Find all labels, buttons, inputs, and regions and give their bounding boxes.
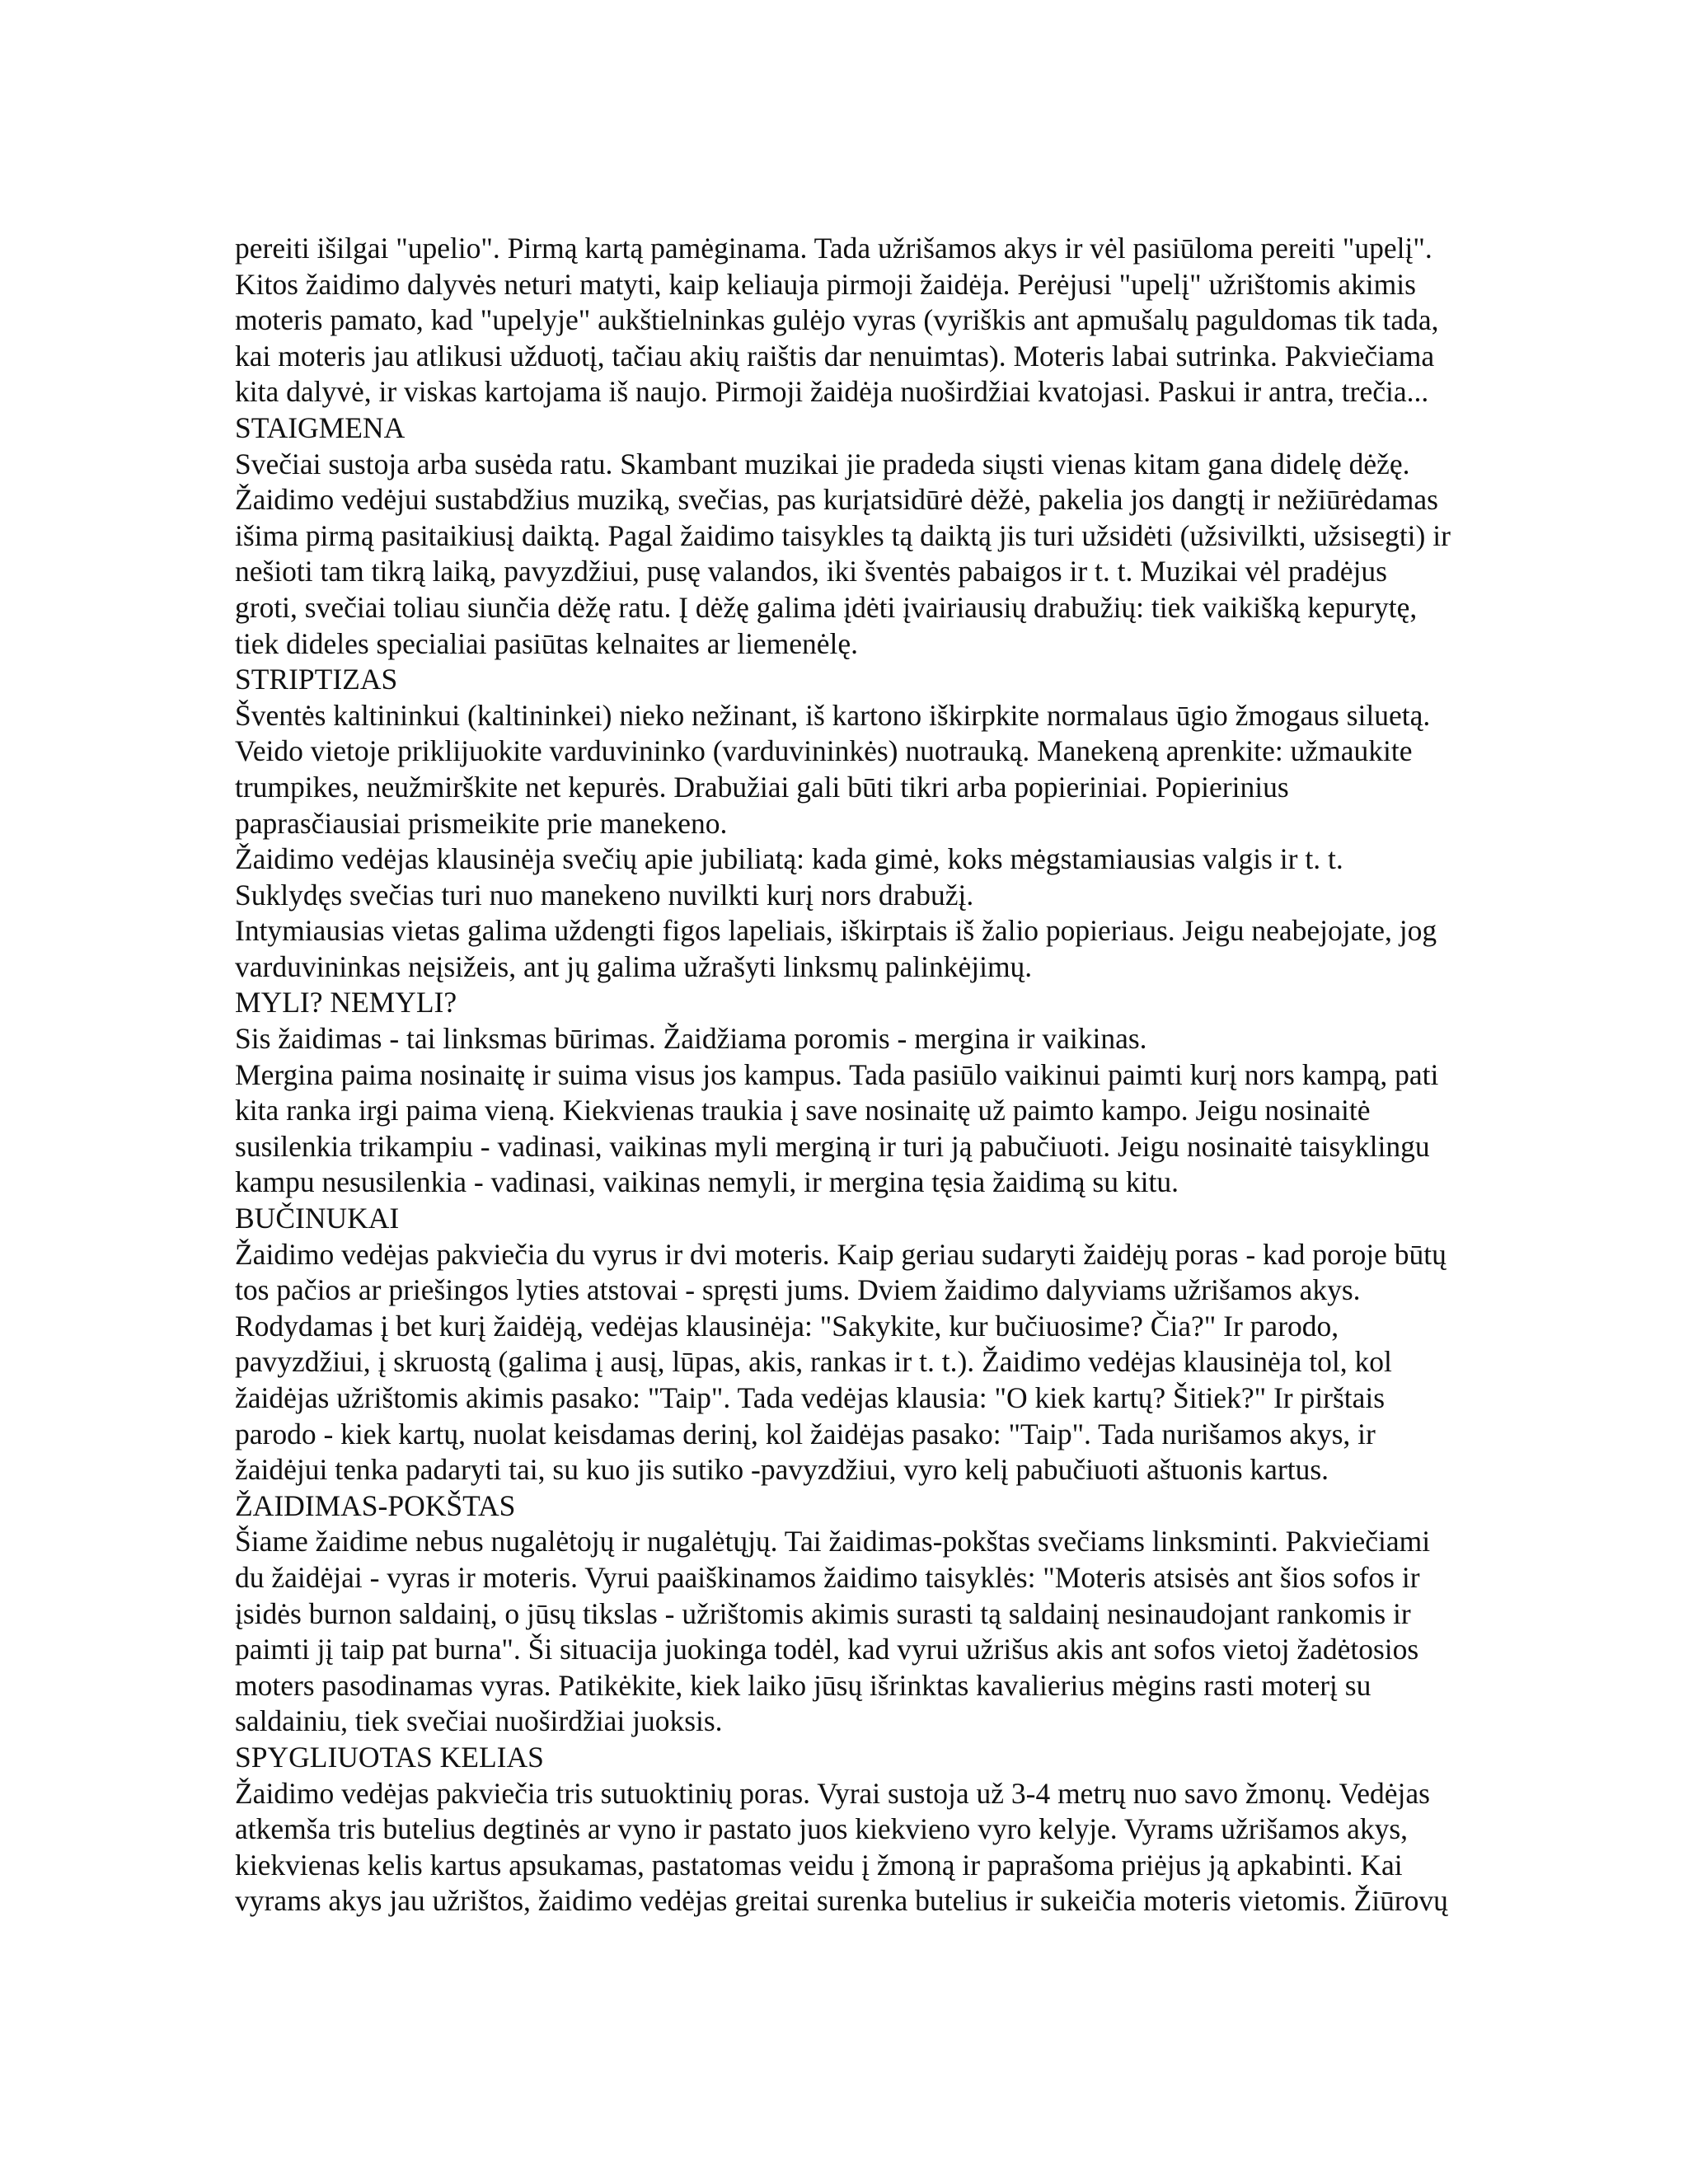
- text-line: žaidėjui tenka padaryti tai, su kuo jis sutiko -pavyzdžiui, vyro kelį pabučiuoti aštuonis kartus.: [235, 1453, 1329, 1487]
- text-line: Žaidimo vedėjas pakviečia tris sutuoktinių poras. Vyrai sustoja už 3-4 metrų nuo savo žmonų. Vedėjas: [235, 1776, 1430, 1810]
- text-line: vyrams akys jau užrištos, žaidimo vedėjas greitai surenka butelius ir sukeičia moteris vietomis. Žiūrovų: [235, 1884, 1448, 1918]
- text-line: nešioti tam tikrą laiką, pavyzdžiui, pusę valandos, iki šventės pabaigos ir t. t. Muzikai vėl pradėjus: [235, 555, 1387, 588]
- text-line: Šventės kaltininkui (kaltininkei) nieko nežinant, iš kartono iškirpkite normalaus ūgio žmogaus siluetą.: [235, 698, 1431, 732]
- section-heading: BUČINUKAI: [235, 1202, 400, 1235]
- text-line: pereiti išilgai "upelio". Pirmą kartą pamėginama. Tada užrišamos akys ir vėl pasiūloma pereiti "upelį".: [235, 232, 1432, 265]
- text-line: Kitos žaidimo dalyvės neturi matyti, kaip keliauja pirmoji žaidėja. Perėjusi "upelį" užrištomis akimis: [235, 267, 1416, 301]
- text-line: tiek dideles specialiai pasiūtas kelnaites ar liemenėlę.: [235, 626, 859, 660]
- text-line: varduvininkas neįsižeis, ant jų galima užrašyti linksmų palinkėjimų.: [235, 949, 1033, 983]
- text-line: paimti jį taip pat burna". Ši situacija juokinga todėl, kad vyrui užrišus akis ant sofos vietoj žadėtosios: [235, 1633, 1419, 1666]
- section-heading: SPYGLIUOTAS KELIAS: [235, 1740, 544, 1774]
- text-line: išima pirmą pasitaikiusį daiktą. Pagal žaidimo taisykles tą daiktą jis turi užsidėti (užsivilkti, užsisegti) ir: [235, 518, 1451, 552]
- text-line: Sis žaidimas - tai linksmas būrimas. Žaidžiama poromis - mergina ir vaikinas.: [235, 1022, 1147, 1056]
- section-heading: MYLI? NEMYLI?: [235, 986, 457, 1019]
- text-line: trumpikes, neužmirškite net kepurės. Drabužiai gali būti tikri arba popieriniai. Popierinius: [235, 770, 1289, 804]
- text-line: susilenkia trikampiu - vadinasi, vaikinas myli merginą ir turi ją pabučiuoti. Jeigu nosinaitė taisyklingu: [235, 1129, 1430, 1163]
- text-line: kai moteris jau atlikusi užduotį, tačiau akių raištis dar nenuimtas). Moteris labai sutrinka. Pakviečiama: [235, 339, 1435, 373]
- text-line: kita ranka irgi paima vieną. Kiekvienas traukia į save nosinaitę už paimto kampo. Jeigu nosinaitė: [235, 1094, 1371, 1127]
- text-line: kita dalyvė, ir viskas kartojama iš naujo. Pirmoji žaidėja nuoširdžiai kvatojasi. Paskui ir antra, trečia...: [235, 375, 1429, 409]
- text-line: groti, svečiai toliau siunčia dėžę ratu. Į dėžę galima įdėti įvairiausių drabužių: tiek vaikišką kepurytę,: [235, 590, 1418, 624]
- document-page: [235, 231, 1636, 1919]
- text-line: Mergina paima nosinaitę ir suima visus jos kampus. Tada pasiūlo vaikinui paimti kurį nors kampą, pati: [235, 1057, 1439, 1091]
- text-line: Intymiausias vietas galima uždengti figos lapeliais, iškirptais iš žalio popieriaus. Jeigu neabejojate, jog: [235, 914, 1437, 948]
- text-line: saldainiu, tiek svečiai nuoširdžiai juoksis.: [235, 1704, 723, 1738]
- text-line: du žaidėjai - vyras ir moteris. Vyrui paaiškinamos žaidimo taisyklės: "Moteris atsisės ant šios sofos ir: [235, 1560, 1420, 1594]
- text-line: Šiame žaidime nebus nugalėtojų ir nugalėtųjų. Tai žaidimas-pokštas svečiams linksminti. Pakviečiami: [235, 1525, 1431, 1558]
- text-line: pavyzdžiui, į skruostą (galima į ausį, lūpas, akis, rankas ir t. t.). Žaidimo vedėjas klausinėja tol, kol: [235, 1345, 1392, 1379]
- text-line: Veido vietoje priklijuokite varduvininko (varduvininkės) nuotrauką. Manekeną aprenkite: užmaukite: [235, 734, 1413, 768]
- text-line: kiekvienas kelis kartus apsukamas, pastatomas veidu į žmoną ir paprašoma priėjus ją apkabinti. Kai: [235, 1848, 1403, 1882]
- text-line: Žaidimo vedėjas klausinėja svečių apie jubiliatą: kada gimė, koks mėgstamiausias valgis ir t. t.: [235, 842, 1343, 876]
- text-line: moters pasodinamas vyras. Patikėkite, kiek laiko jūsų išrinktas kavalierius mėgins rasti moterį su: [235, 1668, 1372, 1702]
- text-line: Svečiai sustoja arba susėda ratu. Skambant muzikai jie pradeda siųsti vienas kitam gana didelę dėžę.: [235, 447, 1410, 480]
- text-line: Suklydęs svečias turi nuo manekeno nuvilkti kurį nors drabužį.: [235, 878, 974, 912]
- section-heading: STAIGMENA: [235, 410, 406, 444]
- text-line: Rodydamas į bet kurį žaidėją, vedėjas klausinėja: "Sakykite, kur bučiuosime? Čia?" Ir parodo,: [235, 1309, 1339, 1343]
- text-line: Žaidimo vedėjas pakviečia du vyrus ir dvi moteris. Kaip geriau sudaryti žaidėjų poras - kad poroje būtų: [235, 1237, 1447, 1271]
- text-line: paprasčiausiai prismeikite prie manekeno.: [235, 806, 728, 840]
- section-heading: ŽAIDIMAS-POKŠTAS: [235, 1488, 516, 1522]
- text-line: Žaidimo vedėjui sustabdžius muziką, svečias, pas kurįatsidūrė dėžė, pakelia jos dangtį ir nežiūrėdamas: [235, 483, 1438, 517]
- text-line: kampu nesusilenkia - vadinasi, vaikinas nemyli, ir mergina tęsia žaidimą su kitu.: [235, 1165, 1179, 1199]
- text-line: moteris pamato, kad "upelyje" aukštielninkas gulėjo vyras (vyriškis ant apmušalų paguldomas tik tada,: [235, 303, 1439, 337]
- text-line: žaidėjas užrištomis akimis pasako: "Taip". Tada vedėjas klausia: "O kiek kartų? Šitiek?" Ir pirštais: [235, 1381, 1386, 1414]
- text-line: įsidės burnon saldainį, o jūsų tikslas - užrištomis akimis surasti tą saldainį nesinaudojant rankomis ir: [235, 1596, 1411, 1630]
- text-line: tos pačios ar priešingos lyties atstovai - spręsti jums. Dviem žaidimo dalyviams užrišamos akys.: [235, 1273, 1361, 1307]
- text-line: parodo - kiek kartų, nuolat keisdamas derinį, kol žaidėjas pasako: "Taip". Tada nurišamos akys, ir: [235, 1417, 1376, 1451]
- section-heading: STRIPTIZAS: [235, 663, 398, 696]
- text-line: atkemša tris butelius degtinės ar vyno ir pastato juos kiekvieno vyro kelyje. Vyrams užrišamos akys,: [235, 1812, 1409, 1846]
